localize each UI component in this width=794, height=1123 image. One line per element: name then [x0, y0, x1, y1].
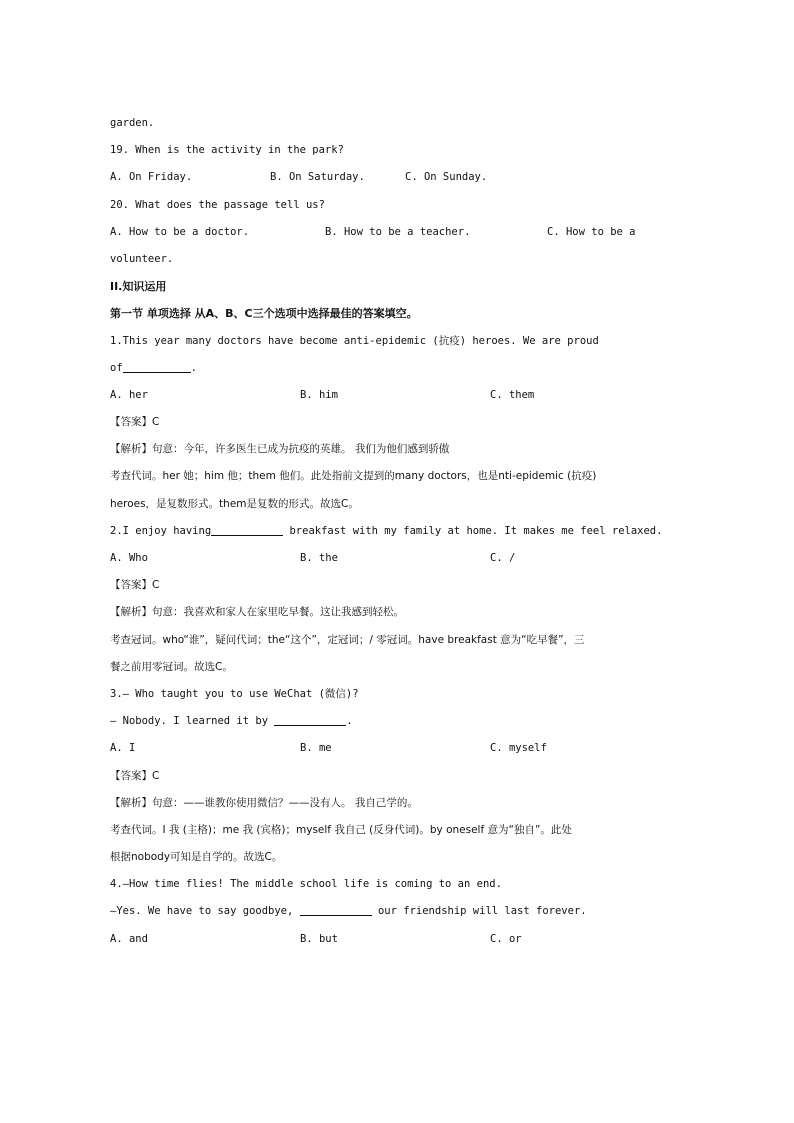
answer-text: 【答案】C: [110, 416, 160, 429]
question-text: breakfast with my family at home. It makes me feel relaxed.: [283, 524, 663, 537]
option-b: B. but: [300, 932, 338, 945]
text: .: [346, 715, 353, 728]
question-19: [110, 137, 690, 164]
analysis-3: [110, 844, 690, 871]
heading-text: 第一节 单项选择 从A、B、C三个选项中选择最佳的答案填空。: [110, 307, 418, 321]
option-a: A. I: [110, 742, 136, 755]
analysis-2: [110, 599, 690, 626]
text-line: [110, 110, 690, 137]
question-text: 3.— Who taught you to use WeChat (微信)?: [110, 687, 359, 700]
analysis-2: [110, 654, 690, 681]
answer-text: 【答案】C: [110, 769, 160, 782]
analysis-text: 考查冠词。who“谁”，疑问代词；the“这个”，定冠词；/ 零冠词。have breakfast 意为“吃早餐”，三: [110, 633, 585, 646]
question-text: our friendship will last forever.: [371, 905, 587, 918]
option-b: B. On Saturday.: [270, 171, 365, 184]
answer-blank: [274, 713, 346, 726]
option-c: C. How to be a: [547, 225, 636, 238]
heading-text: II.知识运用: [110, 280, 167, 294]
answer-blank: [211, 523, 283, 536]
question-text: 2.I enjoy having: [110, 524, 212, 537]
question-4: [110, 871, 690, 898]
question-20: [110, 192, 690, 219]
analysis-3: [110, 790, 690, 817]
option-c: C. them: [490, 388, 535, 401]
document-page: [110, 110, 690, 953]
analysis-text: 考查代词。I 我 (主格)；me 我 (宾格)；myself 我自己 (反身代词)。by oneself 意为“独自”。此处: [110, 823, 572, 836]
section-heading: [110, 273, 690, 300]
option-a: A. her: [110, 388, 148, 401]
analysis-1: [110, 436, 690, 463]
analysis-text: heroes，是复数形式。them是复数的形式。故选C。: [110, 497, 359, 510]
option-a: A. Who: [110, 552, 148, 564]
question-text: 4.—How time flies! The middle school life is coming to an end.: [110, 878, 502, 891]
option-b: B. How to be a teacher.: [325, 225, 471, 238]
question-text: 20. What does the passage tell us?: [110, 198, 325, 211]
question-1: [110, 328, 690, 355]
options-2: [110, 545, 690, 572]
options-1: [110, 382, 690, 409]
analysis-text: 【解析】句意：——谁教你使用微信？——没有人。 我自己学的。: [110, 796, 418, 809]
option-c: C. /: [490, 552, 516, 564]
answer-2: [110, 572, 690, 599]
analysis-3: [110, 817, 690, 844]
text: garden.: [110, 117, 155, 129]
option-b: B. the: [300, 552, 338, 564]
option-b: B. him: [300, 388, 338, 401]
question-3: [110, 681, 690, 708]
question-text: 1.This year many doctors have become anti-epidemic (抗疫) heroes. We are proud: [110, 334, 599, 347]
analysis-text: 【解析】句意：今年，许多医生已成为抗疫的英雄。 我们为他们感到骄傲: [110, 443, 450, 456]
question-3-reply: [110, 708, 690, 735]
text: volunteer.: [110, 252, 174, 265]
option-a: A. On Friday.: [110, 171, 193, 184]
answer-blank: [123, 360, 191, 373]
answer-1: [110, 409, 690, 436]
question-1-cont: [110, 355, 690, 382]
text: of: [110, 361, 123, 374]
options-20: [110, 219, 690, 246]
analysis-text: 根据nobody可知是自学的。故选C。: [110, 851, 283, 864]
text: .: [190, 361, 197, 374]
option-c: C. myself: [490, 742, 547, 755]
analysis-text: 【解析】句意：我喜欢和家人在家里吃早餐。这让我感到轻松。: [110, 606, 404, 619]
option-c: C. or: [490, 932, 522, 945]
answer-3: [110, 763, 690, 790]
analysis-1: [110, 463, 690, 490]
analysis-text: 餐之前用零冠词。故选C。: [110, 660, 233, 673]
options-19: [110, 164, 690, 191]
option-a: A. and: [110, 932, 148, 945]
question-2: [110, 518, 690, 545]
question-text: — Nobody. I learned it by: [110, 715, 275, 728]
option-b: B. me: [300, 742, 332, 755]
question-text: 19. When is the activity in the park?: [110, 144, 344, 157]
question-4-reply: [110, 898, 690, 925]
analysis-2: [110, 627, 690, 654]
options-20-cont: [110, 246, 690, 273]
options-4: [110, 926, 690, 953]
analysis-text: 考查代词。her 她；him 他；them 他们。此处指前文提到的many doctors，也是nti-epidemic (抗疫): [110, 470, 597, 483]
options-3: [110, 735, 690, 762]
answer-blank: [300, 903, 372, 916]
answer-text: 【答案】C: [110, 579, 160, 592]
option-a: A. How to be a doctor.: [110, 225, 250, 238]
option-c: C. On Sunday.: [405, 171, 488, 184]
section-subheading: [110, 300, 690, 327]
analysis-1: [110, 491, 690, 518]
question-text: —Yes. We have to say goodbye,: [110, 905, 300, 918]
